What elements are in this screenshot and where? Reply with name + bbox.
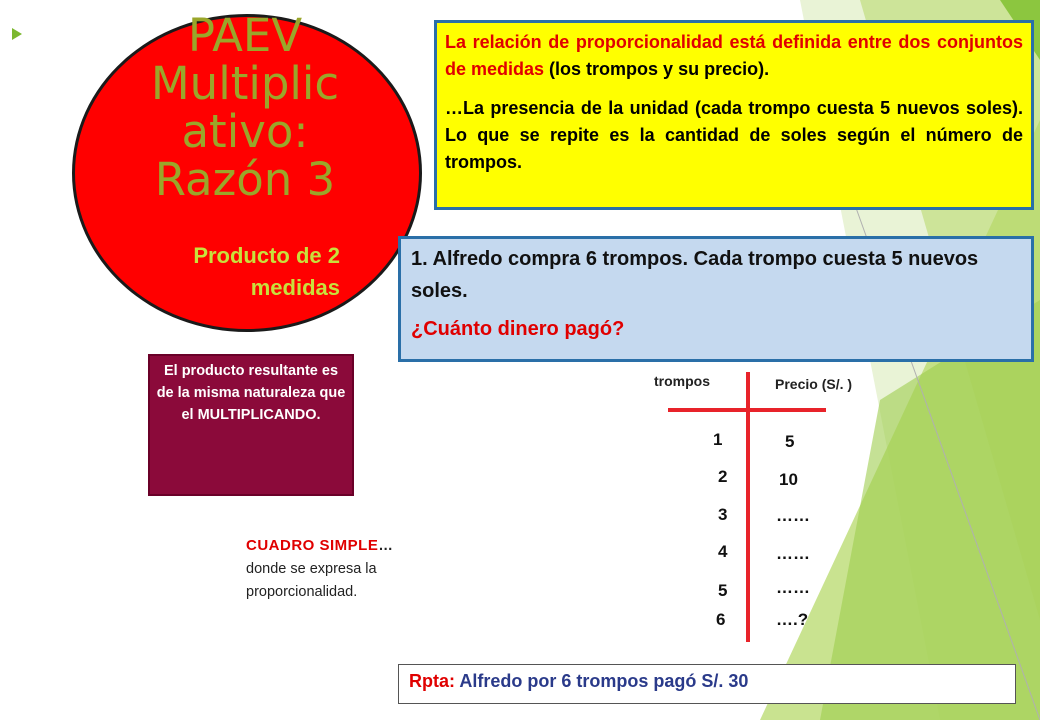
trompos-value: 3 <box>718 505 728 524</box>
cuadro-heading: CUADRO SIMPLE <box>246 537 379 554</box>
trompos-value: 5 <box>718 581 728 600</box>
precio-value: …… <box>776 544 810 563</box>
theory-paragraph-2: …La presencia de la unidad (cada trompo cuesta 5 nuevos soles). Lo que se repite es la cantidad de soles según el número de trompos. <box>445 98 1023 172</box>
subtitle <box>120 240 340 304</box>
trompos-value: 2 <box>718 467 728 486</box>
table-vertical-line <box>746 372 750 642</box>
precio-value: 10 <box>779 470 798 489</box>
cuadro-simple-note <box>246 534 486 604</box>
trompos-value: 6 <box>716 610 726 629</box>
problem-question: ¿Cuánto dinero pagó? <box>411 318 625 340</box>
precio-value: …… <box>776 578 810 597</box>
theory-red-text: La relación de proporcionalidad está definida entre dos conjuntos de medidas <box>445 32 1023 79</box>
cuadro-text: donde se expresa la proporcionalidad. <box>246 561 377 600</box>
answer-text: Alfredo por 6 trompos pagó S/. 30 <box>455 671 749 691</box>
subtitle-line-2: medidas <box>250 275 340 300</box>
page-title <box>100 9 390 206</box>
title-line-1: PAEV <box>187 9 303 62</box>
cuadro-ellipsis: … <box>378 538 393 554</box>
problem-statement: 1. Alfredo compra 6 trompos. Cada trompo cuesta 5 nuevos soles. <box>411 248 979 302</box>
problem-box <box>398 236 1034 362</box>
theory-box <box>434 20 1034 210</box>
trompos-value: 1 <box>713 430 723 449</box>
precio-value: …… <box>776 506 810 525</box>
title-line-3: ativo: <box>181 105 309 158</box>
precio-value: 5 <box>785 432 795 451</box>
theory-black-text: (los trompos y su precio). <box>544 59 770 79</box>
bullet-arrow-icon <box>12 28 22 40</box>
answer-label: Rpta: <box>409 671 455 691</box>
precio-value: ….? <box>776 610 809 629</box>
subtitle-line-1: Producto de 2 <box>193 243 340 268</box>
trompos-value: 4 <box>718 542 728 561</box>
theory-paragraph-1 <box>445 29 1023 83</box>
answer-box <box>398 664 1016 704</box>
title-line-4: Razón 3 <box>154 153 336 206</box>
table-header-trompos: trompos <box>654 373 710 389</box>
note-box: El producto resultante es de la misma naturaleza que el MULTIPLICANDO. <box>148 354 354 496</box>
title-line-2: Multiplic <box>150 57 340 110</box>
table-header-precio: Precio (S/. ) <box>775 376 853 392</box>
